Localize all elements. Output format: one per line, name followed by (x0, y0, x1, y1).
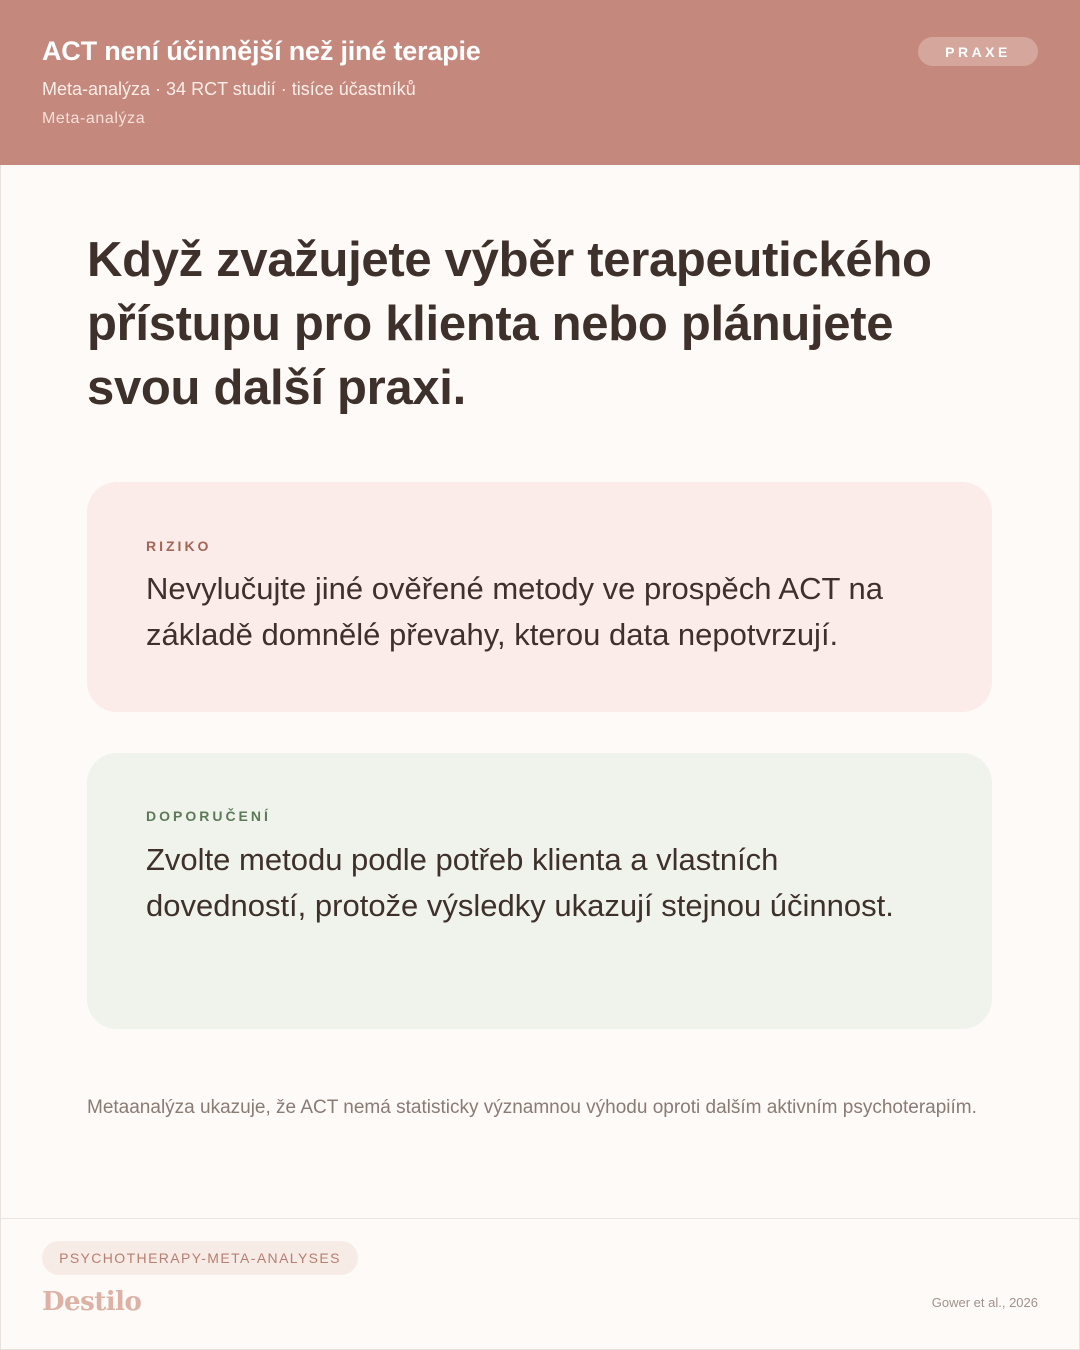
citation: Gower et al., 2026 (931, 1295, 1038, 1310)
risk-text: Nevylučujte jiné ověřené metody ve prospěch ACT na základě domnělé převahy, kterou data nepotvrzují. (146, 571, 883, 652)
summary-note: Metaanalýza ukazuje, že ACT nemá statisticky významnou výhodu oproti dalším aktivním psychoterapiím. (87, 1097, 977, 1118)
topic-tag[interactable]: PSYCHOTHERAPY-META-ANALYSES (42, 1241, 358, 1275)
recommendation-text: Zvolte metodu podle potřeb klienta a vlastních dovedností, protože výsledky ukazují stejnou účinnost. (146, 842, 894, 923)
page-title: ACT není účinnější než jiné terapie (42, 36, 481, 66)
category-badge: PRAXE (918, 37, 1038, 66)
brand-logo: Destilo (42, 1287, 142, 1317)
risk-label: RIZIKO (146, 538, 212, 554)
page-subtitle: Meta-analýza · 34 RCT studií · tisíce účastníků (42, 79, 416, 99)
study-type-label: Meta-analýza (42, 110, 146, 127)
recommendation-card (87, 753, 992, 1029)
risk-card (87, 482, 992, 712)
lead-statement: Když zvažujete výběr terapeutického přístupu pro klienta nebo plánujete svou další praxi. (87, 233, 932, 415)
footer-divider (0, 1218, 1080, 1219)
recommendation-label: DOPORUČENÍ (146, 808, 271, 824)
header-banner (0, 0, 1080, 165)
